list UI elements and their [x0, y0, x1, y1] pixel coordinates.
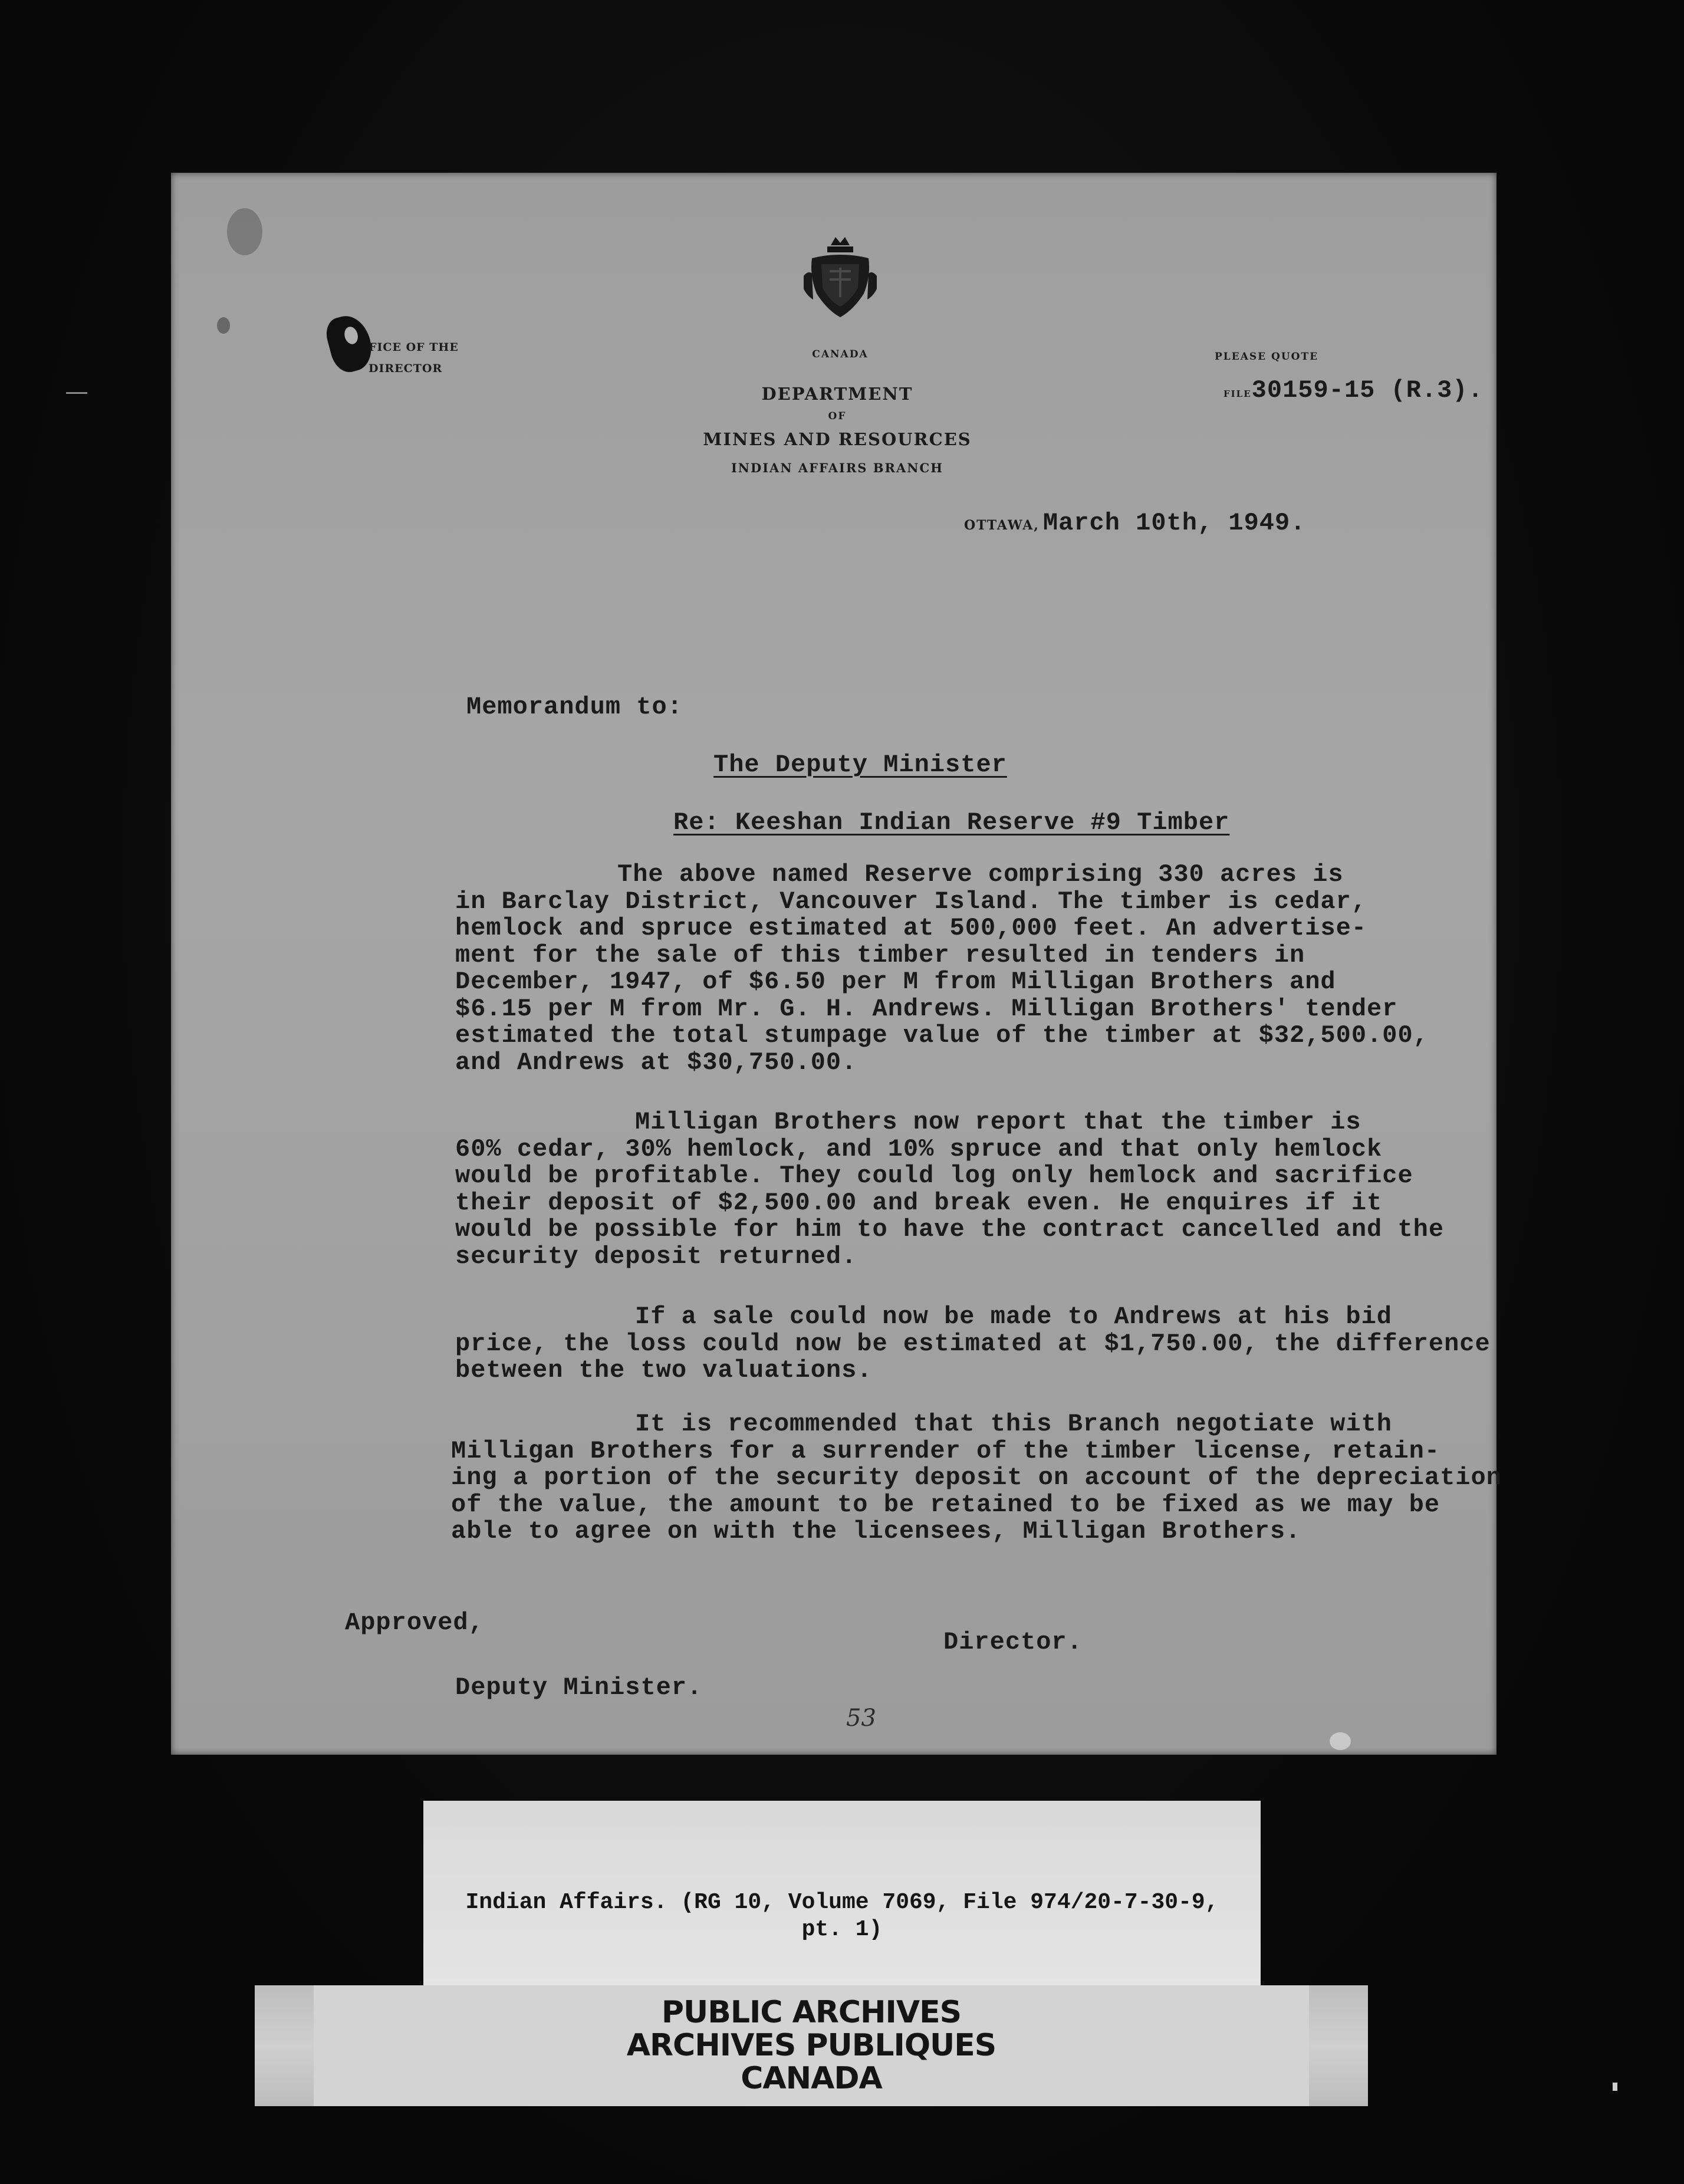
paragraph-1-line: estimated the total stumpage value of the timber at $32,500.00,: [455, 1021, 1429, 1050]
office-line-1: FICE OF THE: [369, 341, 459, 354]
paragraph-2-line: 60% cedar, 30% hemlock, and 10% spruce and that only hemlock: [455, 1134, 1383, 1163]
paragraph-3: [455, 1304, 1491, 1384]
dateline-place: OTTAWA,: [964, 518, 1040, 533]
archive-reference: [423, 1889, 1261, 1943]
paragraph-4: [451, 1411, 1502, 1545]
archive-stamp-line-2: ARCHIVES PUBLIQUES: [626, 2028, 996, 2063]
paragraph-4-line: Milligan Brothers for a surrender of the timber license, retain-: [451, 1436, 1440, 1465]
coat-of-arms-icon: [804, 235, 877, 323]
film-mark: [1613, 2083, 1617, 2091]
paragraph-4-line: It is recommended that this Branch negotiate with: [635, 1410, 1393, 1438]
paragraph-2-line: would be possible for him to have the contract cancelled and the: [455, 1215, 1445, 1244]
archive-reference-line-2: pt. 1): [801, 1917, 883, 1942]
file-number: 30159-15 (R.3).: [1251, 376, 1484, 404]
paragraph-1-line: ment for the sale of this timber resulted in tenders in: [455, 940, 1305, 969]
branch-label: INDIAN AFFAIRS BRANCH: [731, 461, 944, 475]
paragraph-1-line: December, 1947, of $6.50 per M from Milligan Brothers and: [455, 968, 1336, 996]
paragraph-3-line: If a sale could now be made to Andrews at his bid: [635, 1302, 1393, 1331]
paragraph-2-line: security deposit returned.: [455, 1242, 857, 1271]
approved-label: Approved,: [345, 1609, 484, 1637]
paragraph-2-line: would be profitable. They could log only hemlock and sacrifice: [455, 1162, 1413, 1190]
archive-stamp-line-1: PUBLIC ARCHIVES: [661, 1995, 962, 2030]
archive-reference-card: [423, 1801, 1261, 1989]
dateline: [964, 509, 1305, 537]
ink-smudge: [227, 208, 262, 255]
paragraph-1-line: and Andrews at $30,750.00.: [455, 1048, 857, 1077]
paragraph-4-line: of the value, the amount to be retained to be fixed as we may be: [451, 1490, 1440, 1519]
dateline-date: March 10th, 1949.: [1042, 509, 1306, 537]
memo-subject: Re: Keeshan Indian Reserve #9 Timber: [673, 808, 1230, 837]
file-prefix: FILE: [1223, 389, 1252, 399]
paragraph-2-line: Milligan Brothers now report that the timber is: [635, 1108, 1361, 1136]
paragraph-4-line: able to agree on with the licensees, Milligan Brothers.: [451, 1517, 1301, 1545]
archive-reference-line-1: Indian Affairs. (RG 10, Volume 7069, File 974/20-7-30-9,: [465, 1890, 1219, 1915]
archive-stamp-card: [255, 1985, 1368, 2106]
paragraph-1: [455, 861, 1429, 1076]
please-quote-label: PLEASE QUOTE: [1215, 351, 1319, 363]
director-signature-line: Director.: [943, 1628, 1083, 1656]
archive-stamp-line-3: CANADA: [741, 2061, 882, 2096]
paragraph-1-line: The above named Reserve comprising 330 acres is: [617, 860, 1344, 889]
deputy-minister-signature-line: Deputy Minister.: [455, 1673, 703, 1702]
department-line-2: OF: [828, 410, 847, 422]
office-line-2: DIRECTOR: [369, 362, 443, 375]
memo-sheet: [171, 173, 1502, 1755]
country-label: CANADA: [812, 348, 869, 360]
paper-flaw: [1330, 1732, 1351, 1750]
page-number: 53: [846, 1705, 876, 1732]
office-label: [369, 337, 459, 379]
paragraph-1-line: in Barclay District, Vancouver Island. The timber is cedar,: [455, 887, 1367, 916]
paragraph-3-line: price, the loss could now be estimated at $1,750.00, the difference: [455, 1329, 1491, 1358]
department-line-3: MINES AND RESOURCES: [703, 429, 972, 449]
file-reference: [1223, 376, 1484, 404]
department-line-1: DEPARTMENT: [761, 384, 913, 404]
ink-smudge: [217, 317, 230, 334]
film-mark: [66, 392, 87, 394]
memo-heading: Memorandum to:: [466, 693, 683, 721]
memo-recipient: The Deputy Minister: [713, 751, 1007, 779]
paragraph-3-line: between the two valuations.: [455, 1356, 873, 1384]
paragraph-2-line: their deposit of $2,500.00 and break even. He enquires if it: [455, 1188, 1383, 1217]
archive-stamp: [255, 1996, 1368, 2095]
paragraph-4-line: ing a portion of the security deposit on account of the depreciation: [451, 1463, 1502, 1492]
paragraph-1-line: hemlock and spruce estimated at 500,000 feet. An advertise-: [455, 914, 1367, 942]
paragraph-1-line: $6.15 per M from Mr. G. H. Andrews. Milligan Brothers' tender: [455, 994, 1398, 1023]
paragraph-2: [455, 1109, 1444, 1270]
